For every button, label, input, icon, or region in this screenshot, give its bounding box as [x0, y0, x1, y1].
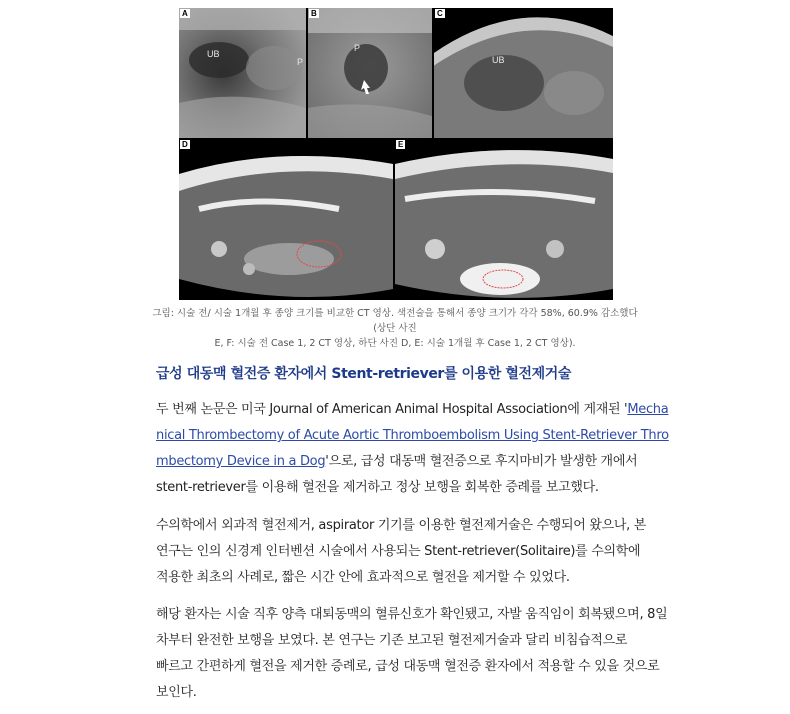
paper-title-link[interactable]: Mecha	[627, 402, 669, 417]
text-line	[156, 397, 669, 423]
panel-label: A	[182, 9, 188, 18]
text-line: 해당 환자는 시술 직후 양측 대퇴동맥의 혈류신호가 확인됐고, 자발 움직임이 회복됐으며, 8일	[156, 607, 668, 622]
text-line	[156, 423, 669, 449]
figure-panel-c	[434, 8, 613, 138]
ct-image-e	[395, 139, 613, 300]
text-line: 수의학에서 외과적 혈전제거, aspirator 기기를 이용한 혈전제거술은 수행되어 왔으나, 본	[156, 518, 647, 533]
paragraph-outcome	[156, 602, 668, 706]
ultrasound-image-b	[308, 8, 432, 138]
figure-panel-a	[179, 8, 306, 138]
figure-panel-e	[395, 139, 613, 300]
panel-annotation: P	[354, 43, 361, 53]
panel-annotation: UB	[492, 55, 505, 65]
caption-line: E, F: 시술 전 Case 1, 2 CT 영상, 하단 사진 D, E: 시술 1개월 후 Case 1, 2 CT 영상).	[214, 338, 576, 349]
text-line: stent-retriever를 이용해 혈전을 제거하고 정상 보행을 회복한 증례를 보고했다.	[156, 480, 599, 495]
panel-label: B	[311, 9, 317, 18]
ultrasound-image-a	[179, 8, 306, 138]
paper-title-link[interactable]: mbectomy Device in a Dog	[156, 454, 326, 469]
figure-caption	[150, 306, 640, 351]
figure-panel-b	[308, 8, 432, 138]
section-heading: 급성 대동맥 혈전증 환자에서 Stent-retriever를 이용한 혈전제거술	[156, 366, 572, 382]
text-span: '으로, 급성 대동맥 혈전증으로 후지마비가 발생한 개에서	[325, 454, 638, 469]
panel-label: D	[182, 140, 188, 149]
paragraph-paper-intro	[156, 397, 669, 501]
text-line: 차부터 완전한 보행을 보였다. 본 연구는 기존 보고된 혈전제거술과 달리 비침습적으로	[156, 633, 628, 648]
panel-label: E	[398, 140, 404, 149]
text-line: 적용한 최초의 사례로, 짧은 시간 안에 효과적으로 혈전을 제거할 수 있었다.	[156, 570, 570, 585]
text-line: 연구는 인의 신경계 인터벤션 시술에서 사용되는 Stent-retriever(Solitaire)를 수의학에	[156, 544, 641, 559]
text-line	[156, 449, 636, 475]
text-line: 빠르고 간편하게 혈전을 제거한 증례로, 급성 대동맥 혈전증 환자에서 적용할 수 있을 것으로	[156, 659, 660, 674]
panel-annotation: P	[297, 57, 304, 67]
text-line: 보인다.	[156, 685, 197, 700]
ultrasound-image-c	[434, 8, 613, 138]
panel-annotation: UB	[207, 49, 220, 59]
ct-image-d	[179, 139, 393, 300]
ct-ultrasound-figure	[179, 8, 613, 300]
caption-line: 그림: 시술 전/ 시술 1개월 후 종양 크기를 비교한 CT 영상. 색전술을 통해서 종양 크기가 각각 58%, 60.9% 감소했다(상단 사진	[152, 308, 638, 334]
panel-label: C	[437, 9, 443, 18]
paragraph-novelty	[156, 513, 647, 591]
text-span: 두 번째 논문은 미국 Journal of American Animal Hospital Association에 게재된 '	[156, 402, 628, 417]
figure-panel-d	[179, 139, 393, 300]
paper-title-link[interactable]: nical Thrombectomy of Acute Aortic Thromboembolism Using Stent-Retriever Thro	[156, 428, 669, 443]
